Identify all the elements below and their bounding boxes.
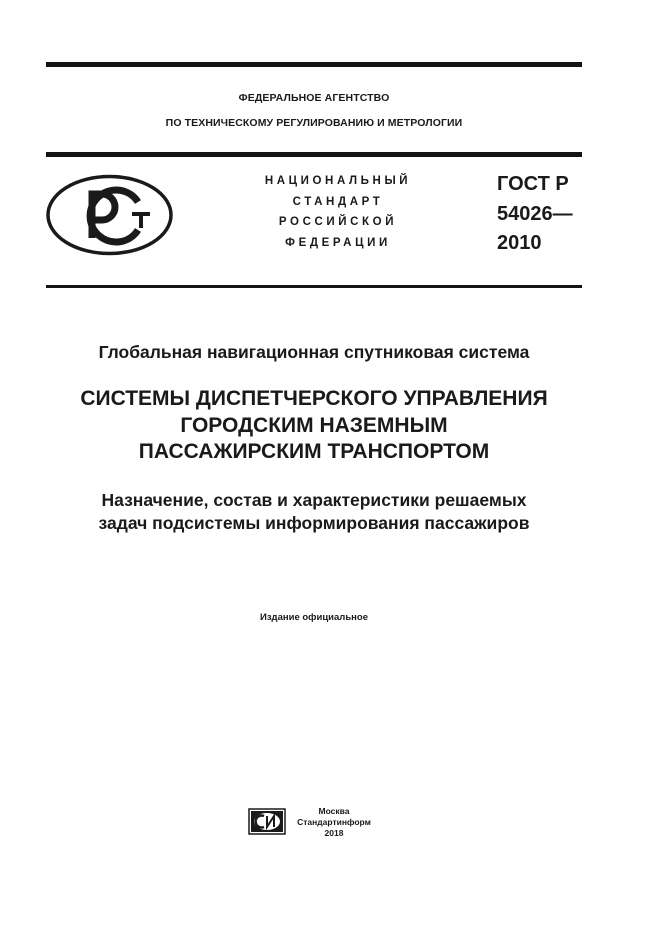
rst-certification-logo-icon	[46, 174, 173, 256]
purpose-line: Назначение, состав и характеристики решаемых	[101, 490, 527, 510]
standard-number-line: 2010	[497, 232, 542, 254]
publisher-block	[294, 806, 374, 839]
agency-name-line1: ФЕДЕРАЛЬНОЕ АГЕНТСТВО	[238, 92, 390, 104]
main-title-line: ПАССАЖИРСКИМ ТРАНСПОРТОМ	[138, 440, 490, 463]
top-rule	[46, 62, 582, 67]
national-standard-line: СТАНДАРТ	[292, 195, 384, 208]
agency-name-line2: ПО ТЕХНИЧЕСКОМУ РЕГУЛИРОВАНИЮ И МЕТРОЛОГИИ	[165, 117, 463, 129]
standard-number	[497, 170, 573, 259]
publication-year: 2018	[324, 828, 344, 838]
main-title-line: ГОРОДСКИМ НАЗЕМНЫМ	[180, 413, 448, 437]
publisher-name: Стандартинформ	[297, 817, 371, 827]
national-standard-line: РОССИЙСКОЙ	[278, 216, 398, 228]
document-subtitle: Глобальная навигационная спутниковая система	[98, 342, 530, 362]
document-purpose	[46, 489, 582, 535]
standard-number-line: 54026—	[497, 202, 573, 225]
standartinform-logo-icon	[248, 808, 286, 835]
national-standard-line: НАЦИОНАЛЬНЫЙ	[264, 175, 412, 187]
main-title-line: СИСТЕМЫ ДИСПЕТЧЕРСКОГО УПРАВЛЕНИЯ	[80, 387, 548, 410]
national-standard-label	[238, 171, 438, 253]
middle-rule	[46, 152, 582, 157]
document-main-title	[46, 386, 582, 466]
edition-label: Издание официальное	[260, 612, 368, 623]
standard-number-line: ГОСТ Р	[497, 173, 569, 195]
national-standard-line: ФЕДЕРАЦИИ	[285, 236, 391, 249]
publisher-city: Москва	[318, 806, 350, 816]
bottom-rule	[46, 285, 582, 288]
purpose-line: задач подсистемы информирования пассажиров	[98, 513, 530, 533]
